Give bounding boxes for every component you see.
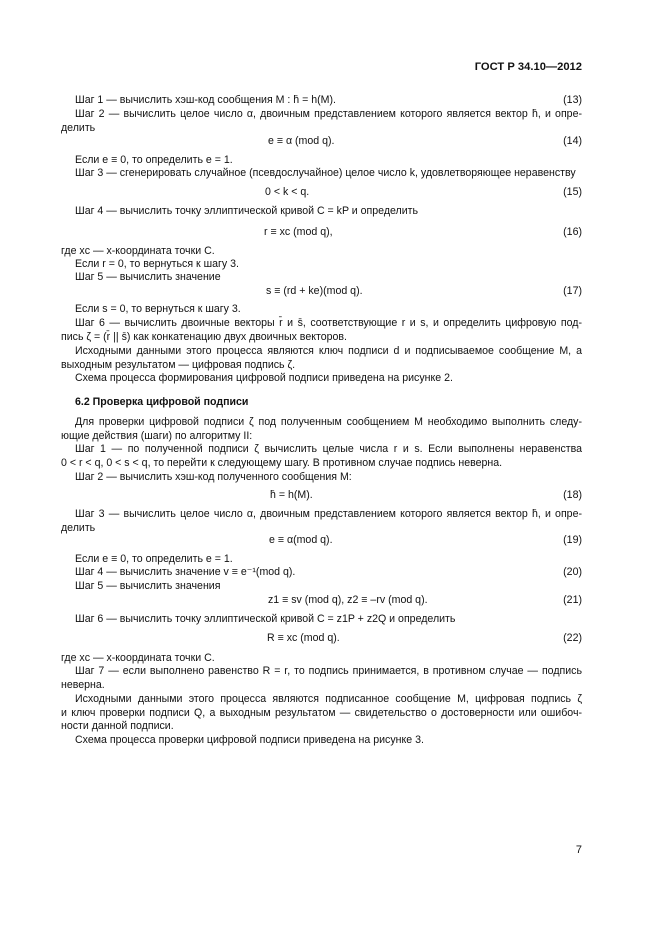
equation-number: (18) bbox=[563, 489, 582, 501]
section-heading: 6.2 Проверка цифровой подписи bbox=[75, 396, 249, 408]
text-line: Шаг 2 — вычислить целое число α, двоичным представлением которого является вектор h̄, и опре- bbox=[75, 108, 582, 120]
equation: R ≡ xc (mod q). bbox=[267, 632, 340, 644]
text-line: 0 < r < q, 0 < s < q, то перейти к следующему шагу. В противном случае подпись неверна. bbox=[61, 457, 503, 469]
page-number: 7 bbox=[575, 844, 582, 856]
text-line: Если r = 0, то вернуться к шагу 3. bbox=[75, 258, 239, 270]
text-line: Шаг 7 — если выполнено равенство R = r, то подпись принимается, в противном случае — подпись bbox=[75, 665, 582, 677]
text-line: Шаг 1 — вычислить хэш-код сообщения M : h̄ = h(M). bbox=[75, 94, 336, 106]
text-line: ности данной подписи. bbox=[61, 720, 174, 732]
text-line: Шаг 6 — вычислить точку эллиптической кривой C = z1P + z2Q и определить bbox=[75, 613, 456, 625]
text-line: делить bbox=[61, 522, 96, 534]
text-line: Схема процесса проверки цифровой подписи приведена на рисунке 3. bbox=[75, 734, 424, 746]
standard-header: ГОСТ Р 34.10—2012 bbox=[474, 61, 582, 73]
text-line: Схема процесса формирования цифровой подписи приведена на рисунке 2. bbox=[75, 372, 453, 384]
equation: 0 < k < q. bbox=[265, 186, 310, 198]
text-line: Шаг 3 — вычислить целое число α, двоичным представлением которого является вектор h̄, и опре- bbox=[75, 508, 582, 520]
text-line: ющие действия (шаги) по алгоритму II: bbox=[61, 430, 253, 442]
text-line: Шаг 1 — по полученной подписи ζ вычислить целые числа r и s. Если выполнены неравенства bbox=[75, 443, 582, 455]
text-line: где xc — x-координата точки C. bbox=[61, 245, 215, 257]
text-line: Шаг 2 — вычислить хэш-код полученного сообщения M: bbox=[75, 471, 352, 483]
equation-number: (16) bbox=[563, 226, 582, 238]
equation-number: (19) bbox=[563, 534, 582, 546]
equation-number: (14) bbox=[563, 135, 582, 147]
text-line: Если e ≡ 0, то определить e = 1. bbox=[75, 553, 233, 565]
text-line: Шаг 3 — сгенерировать случайное (псевдослучайное) целое число k, удовлетворяющее неравенству bbox=[75, 167, 576, 179]
text-line: Шаг 5 — вычислить значения bbox=[75, 580, 221, 592]
equation-number: (21) bbox=[563, 594, 582, 606]
text-line: Шаг 4 — вычислить точку эллиптической кривой C = kP и определить bbox=[75, 205, 419, 217]
text-line: Шаг 4 — вычислить значение v ≡ e⁻¹(mod q). bbox=[75, 566, 296, 578]
text-line: Если e ≡ 0, то определить e = 1. bbox=[75, 154, 233, 166]
equation: e ≡ α (mod q). bbox=[268, 135, 335, 147]
text-line: неверна. bbox=[61, 679, 105, 691]
text-line: и ключ проверки подписи Q, а выходным результатом — свидетельство о достоверности или ошибоч- bbox=[61, 707, 582, 719]
text-line: пись ζ = (r̄ || s̄) как конкатенацию двух двоичных векторов. bbox=[61, 331, 347, 343]
equation-number: (15) bbox=[563, 186, 582, 198]
text-line: где xc — x-координата точки C. bbox=[61, 652, 215, 664]
equation: h̄ = h(M). bbox=[270, 489, 313, 501]
equation-number: (20) bbox=[563, 566, 582, 578]
equation-number: (13) bbox=[563, 94, 582, 106]
equation: e ≡ α(mod q). bbox=[269, 534, 333, 546]
text-line: Если s = 0, то вернуться к шагу 3. bbox=[75, 303, 241, 315]
equation-number: (22) bbox=[563, 632, 582, 644]
text-line: Шаг 6 — вычислить двоичные векторы r̄ и s̄, соответствующие r и s, и определить цифровую под- bbox=[75, 317, 582, 329]
equation: z1 ≡ sv (mod q), z2 ≡ –rv (mod q). bbox=[268, 594, 428, 606]
equation-number: (17) bbox=[563, 285, 582, 297]
equation: s ≡ (rd + ke)(mod q). bbox=[266, 285, 363, 297]
text-line: делить bbox=[61, 122, 96, 134]
text-line: выходным результатом — цифровая подпись ζ. bbox=[61, 359, 296, 371]
text-line: Исходными данными этого процесса являются ключ подписи d и подписываемое сообщение M, а bbox=[75, 345, 582, 357]
text-line: Для проверки цифровой подписи ζ под полученным сообщением M необходимо выполнить следу- bbox=[75, 416, 582, 428]
equation: r ≡ xc (mod q), bbox=[264, 226, 333, 238]
text-line: Исходными данными этого процесса являются подписанное сообщение M, цифровая подпись ζ bbox=[75, 693, 582, 705]
text-line: Шаг 5 — вычислить значение bbox=[75, 271, 221, 283]
